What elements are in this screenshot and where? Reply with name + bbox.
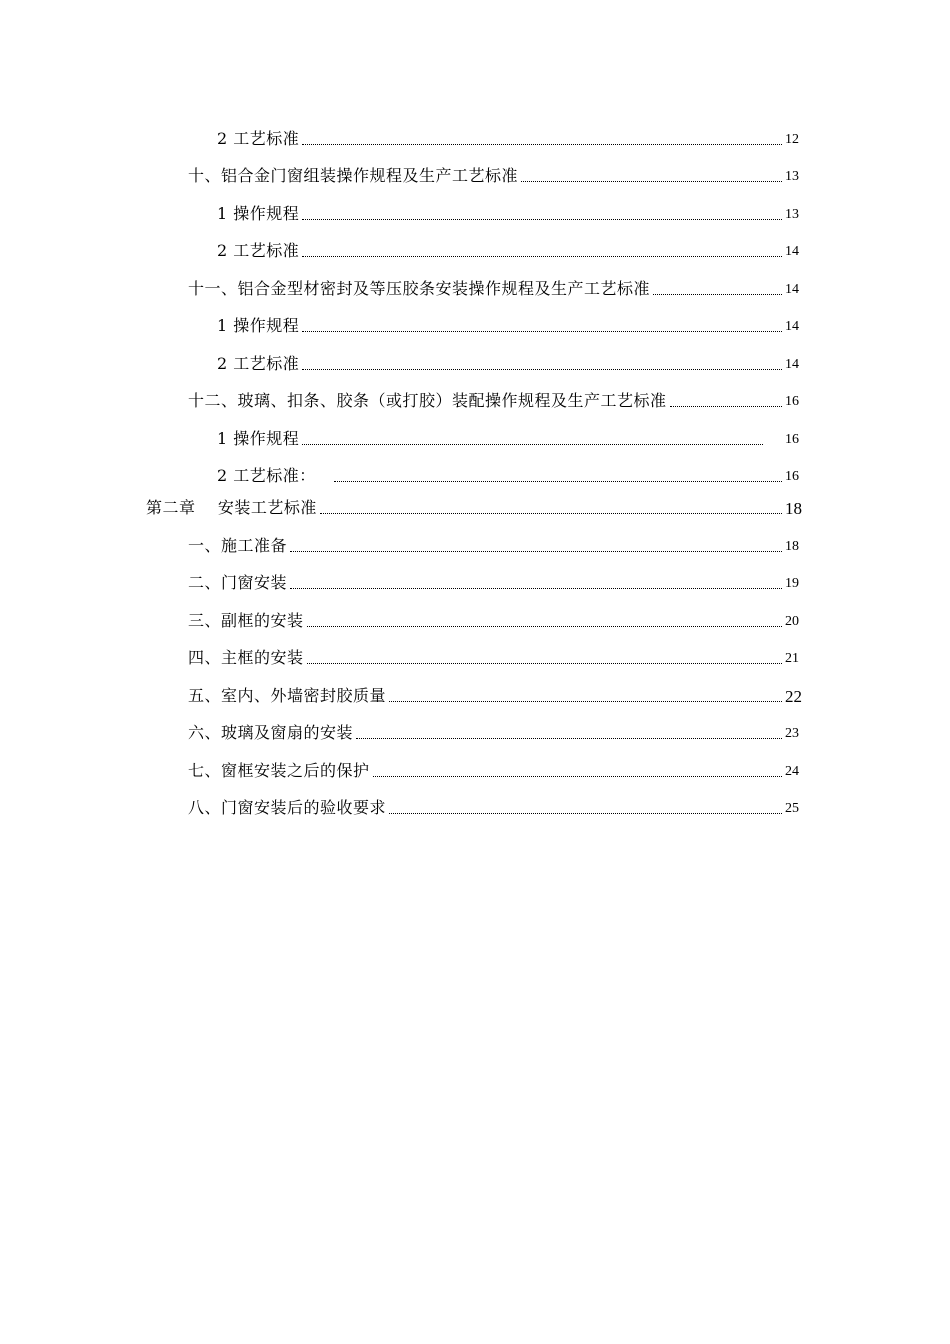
toc-entry-page: 16 — [785, 431, 799, 447]
toc-entry-page: 22 — [785, 686, 802, 706]
toc-entry[interactable] — [0, 636, 950, 674]
toc-dot-leader — [302, 219, 782, 220]
toc-entry-label: 十二、玻璃、扣条、胶条（或打胶）装配操作规程及生产工艺标准 — [188, 391, 667, 410]
toc-entry-page: 18 — [785, 538, 799, 554]
toc-entry[interactable] — [0, 454, 950, 492]
toc-entry-label: 八、门窗安装后的验收要求 — [188, 798, 387, 817]
toc-dot-leader — [290, 551, 782, 552]
table-of-contents — [0, 116, 950, 823]
toc-entry[interactable] — [0, 191, 950, 229]
toc-dot-leader — [290, 588, 782, 589]
toc-chapter-entry[interactable] — [0, 491, 950, 523]
toc-entry-page: 16 — [785, 469, 799, 484]
toc-dot-leader — [653, 294, 782, 295]
toc-entry-page: 13 — [785, 169, 799, 184]
toc-entry-label: 2 工艺标准 — [217, 241, 300, 260]
toc-entry-page: 13 — [785, 206, 799, 222]
toc-dot-leader — [670, 406, 782, 407]
toc-entry[interactable] — [0, 598, 950, 636]
toc-entry[interactable] — [0, 229, 950, 267]
toc-entry-page: 14 — [785, 319, 799, 334]
toc-dot-leader — [389, 813, 782, 814]
toc-dot-leader — [302, 331, 782, 332]
toc-dot-leader — [307, 663, 782, 664]
toc-entry[interactable] — [0, 523, 950, 561]
toc-entry-page: 14 — [785, 356, 799, 372]
toc-entry-page: 23 — [785, 726, 799, 741]
toc-entry[interactable] — [0, 416, 950, 454]
toc-entry[interactable] — [0, 304, 950, 342]
toc-entry[interactable] — [0, 711, 950, 749]
toc-entry[interactable] — [0, 379, 950, 417]
toc-entry-label: 1 操作规程 — [217, 203, 300, 223]
toc-entry-label: 四、主框的安装 — [188, 648, 304, 667]
toc-entry[interactable] — [0, 154, 950, 192]
toc-entry[interactable] — [0, 266, 950, 304]
toc-entry-label: 2 工艺标准 — [217, 128, 300, 148]
toc-entry-page: 14 — [785, 281, 799, 297]
toc-entry[interactable] — [0, 748, 950, 786]
toc-entry-page: 21 — [785, 651, 799, 666]
toc-entry-page: 20 — [785, 613, 799, 629]
toc-entry[interactable] — [0, 116, 950, 154]
toc-dot-leader — [320, 513, 782, 514]
toc-dot-leader — [302, 369, 782, 370]
toc-dot-leader — [334, 481, 782, 482]
toc-dot-leader — [373, 776, 782, 777]
toc-entry-label: 2 工艺标准 — [217, 353, 300, 373]
toc-entry-label: 第二章 安装工艺标准 — [146, 498, 317, 517]
toc-dot-leader — [302, 444, 763, 445]
toc-dot-leader — [302, 256, 782, 257]
toc-entry-label: 2 工艺标准： — [217, 466, 316, 485]
toc-entry-label: 十、铝合金门窗组装操作规程及生产工艺标准 — [188, 166, 519, 185]
toc-entry[interactable] — [0, 341, 950, 379]
toc-entry[interactable] — [0, 786, 950, 824]
toc-entry-label: 一、施工准备 — [188, 535, 288, 555]
toc-entry-label: 1 操作规程 — [217, 316, 300, 335]
toc-entry[interactable] — [0, 561, 950, 599]
toc-entry-page: 19 — [785, 576, 799, 591]
toc-entry-label: 三、副框的安装 — [188, 610, 304, 630]
toc-dot-leader — [356, 738, 782, 739]
toc-entry-page: 14 — [785, 244, 799, 259]
toc-entry-page: 24 — [785, 763, 799, 779]
toc-entry-label: 六、玻璃及窗扇的安装 — [188, 723, 354, 742]
toc-entry-page: 18 — [785, 499, 802, 518]
toc-entry-label: 1 操作规程 — [217, 428, 300, 448]
toc-entry-label: 二、门窗安装 — [188, 573, 288, 592]
toc-dot-leader — [389, 701, 782, 702]
toc-entry[interactable] — [0, 673, 950, 711]
toc-entry-page: 16 — [785, 394, 799, 409]
toc-entry-label: 五、室内、外墙密封胶质量 — [188, 685, 387, 705]
toc-entry-label: 七、窗框安装之后的保护 — [188, 760, 370, 780]
toc-dot-leader — [302, 144, 782, 145]
toc-dot-leader — [521, 181, 782, 182]
toc-entry-page: 12 — [785, 131, 799, 147]
toc-entry-label: 十一、铝合金型材密封及等压胶条安装操作规程及生产工艺标准 — [188, 278, 651, 298]
toc-dot-leader — [307, 626, 782, 627]
toc-entry-page: 25 — [785, 801, 799, 816]
